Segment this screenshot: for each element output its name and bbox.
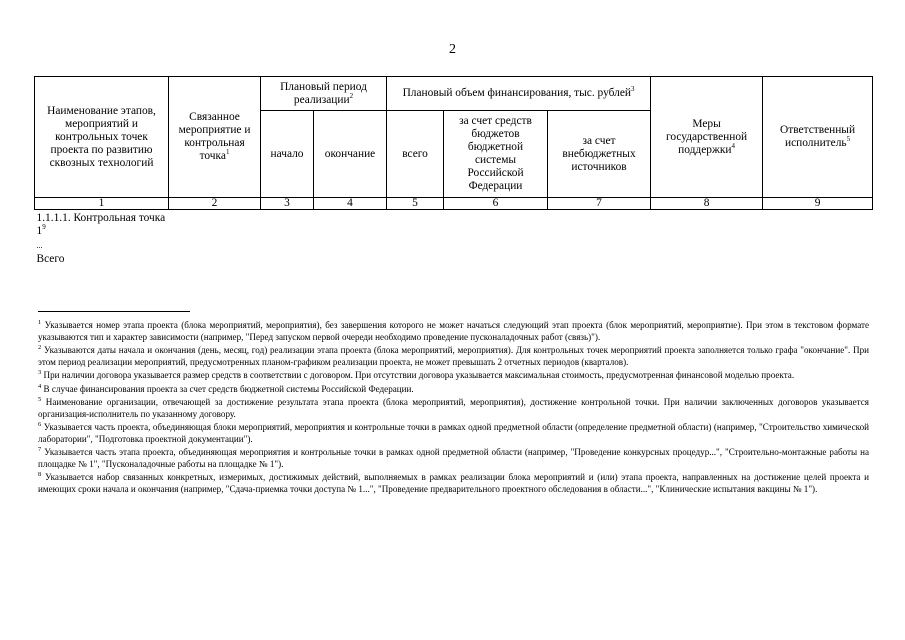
footnote-3: $^3$ При наличии договора указывается размер средств в соответствии с договором. При отсутствии договора указывается максимальная стоимость, предусмотренная финансовой моделью проекта.: [38, 368, 795, 380]
header-start: начало: [261, 111, 314, 198]
page-number: 2: [449, 42, 456, 57]
footnote-1: $^1$ Указывается номер этапа проекта (блока мероприятий, мероприятия), без завершения которого не может начаться следующий этап проекта (блок мероприятий, мероприятие). При этом в текстовом формате указываются тип и характер зависимости (например, "Перед запуском первой очереди необходимо проведение пусконаладочных работ (связь)").: [38, 318, 870, 342]
header-funding: Плановый объем финансирования, тыс. рублей$^3$: [387, 77, 651, 111]
column-number: 2: [169, 198, 261, 210]
footnote-6: $^6$ Указывается часть проекта, объединяющая блоки мероприятий, мероприятия и контрольные точки в рамках одной предметной области (определение предметной области) (например, "Строительство химической лаборатории", "Подготовка проектной документации").: [38, 420, 869, 444]
footnote-separator: [38, 311, 190, 312]
column-number: 4: [314, 198, 387, 210]
total-cell: Всего: [36, 253, 65, 265]
column-number: 9: [763, 198, 873, 210]
footnote-5: $^5$ Наименование организации, отвечающей за достижение результата этапа проекта (блока мероприятий, мероприятия), достижение контрольной точки. При наличии заключенных договоров указывается организация-исполнитель по указанному договору.: [38, 395, 869, 419]
column-number: 3: [261, 198, 314, 210]
checkpoint-cell: 1.1.1.1. Контрольная точка $1^9$: [36, 212, 166, 237]
column-number: 8: [651, 198, 763, 210]
column-number: 1: [35, 198, 169, 210]
header-budget: за счет средств бюджетов бюджетной системы Российской Федерации: [444, 111, 548, 198]
column-number: 5: [387, 198, 444, 210]
footnote-8: $^8$ Указывается набор связанных конкретных, измеримых, достижимых действий, выполняемых в рамках реализации блока мероприятий и (или) этапа проекта, направленных на достижение целей проекта и имеющих сроки начала и окончания (например, "Сдача-приемка точки доступа № 1...", "Проведение предварительного проектного обследования в области...", "Клинические испытания вакцины № 1").: [38, 470, 869, 494]
footnotes: [38, 320, 869, 497]
footnote-4: $^4$ В случае финансирования проекта за счет средств бюджетной системы Российской Федерации.: [38, 382, 414, 394]
ellipsis-cell: ...: [36, 241, 43, 250]
column-number: 7: [548, 198, 651, 210]
header-stage: Наименование этапов, мероприятий и контрольных точек проекта по развитию сквозных технологий: [35, 77, 169, 198]
header-related: Связанное мероприятие и контрольная точка$^1$: [169, 77, 261, 198]
header-end: окончание: [314, 111, 387, 198]
header-period: Плановый период реализации$^2$: [261, 77, 387, 111]
header-extrabudget: за счет внебюджетных источников: [548, 111, 651, 198]
footnote-7: $^7$ Указывается часть этапа проекта, объединяющая мероприятия и контрольные точки в рамках одной предметной области (например, "Проведение конкурсных процедур...", "Строительно-монтажные работы на площадке № 1", "Пусконаладочные работы на площадке № 1").: [38, 445, 869, 469]
table-row: [35, 210, 873, 239]
header-total: всего: [387, 111, 444, 198]
footnote-2: $^2$ Указываются даты начала и окончания (день, месяц, год) реализации этапа проекта (блока мероприятий, мероприятия). Для контрольных точек мероприятий проекта заполняется только графа "окончание". При этом период реализации мероприятий, предусмотренных планом-графиком реализации проекта, не может превышать 2 отчетных периодов (кварталов).: [38, 343, 869, 367]
header-support: Меры государственной поддержки$^4$: [651, 77, 763, 198]
table-row: [35, 250, 873, 266]
table-row: [35, 238, 873, 250]
column-number-row: [35, 198, 873, 210]
plan-schedule-table: [34, 76, 873, 266]
header-responsible: Ответственный исполнитель$^5$: [763, 77, 873, 198]
column-number: 6: [444, 198, 548, 210]
